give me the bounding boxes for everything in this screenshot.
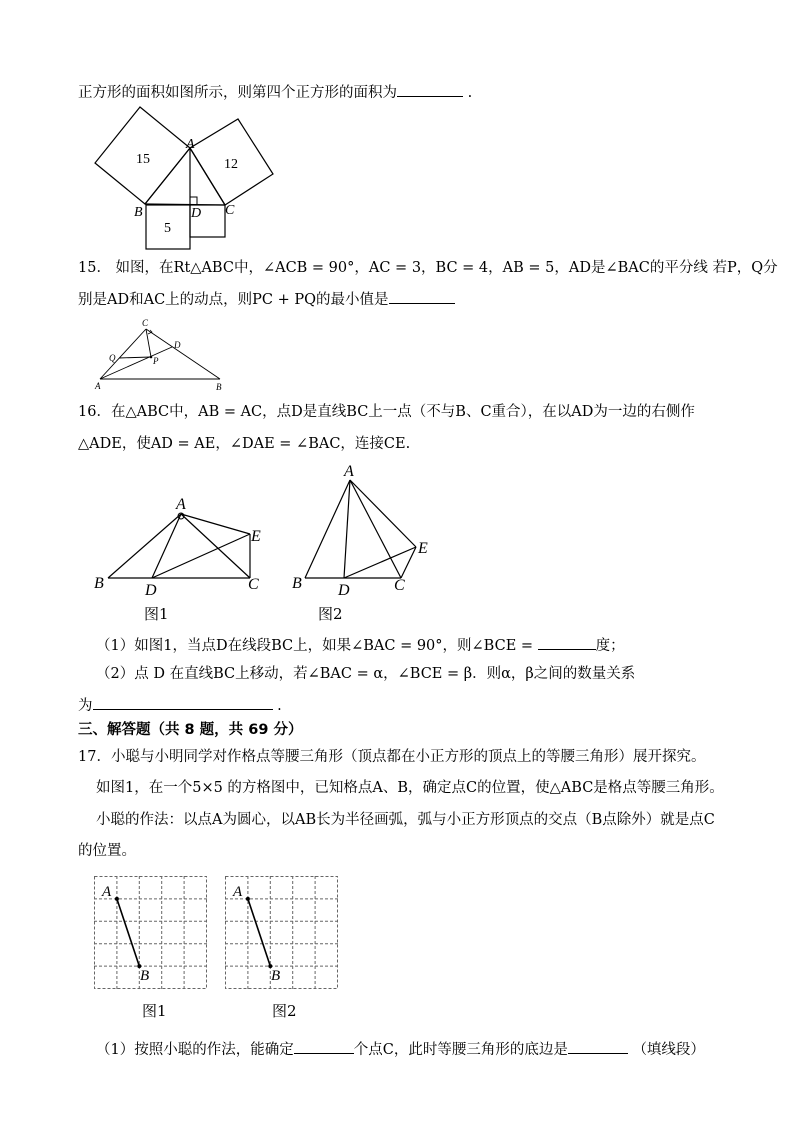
svg-text:B: B: [140, 968, 150, 984]
svg-text:B: B: [216, 382, 222, 392]
q16-figure1: [92, 490, 272, 599]
svg-text:C: C: [142, 318, 149, 328]
q14-line: 正方形的面积如图所示，则第四个正方形的面积为 .: [78, 82, 472, 103]
q17-fig2-caption: 图2: [272, 1002, 297, 1020]
svg-text:D: D: [145, 582, 157, 599]
svg-text:D: D: [174, 340, 181, 350]
svg-text:B: B: [292, 575, 302, 592]
svg-text:A: A: [95, 381, 101, 391]
q16-figure2: [288, 460, 438, 599]
answer-blank[interactable]: [389, 289, 455, 304]
q16-sub1: （1）如图1，当点D在线段BC上，如果∠BAC = 90°，则∠BCE = 度；: [96, 635, 625, 656]
q15-line2: 别是AD和AC上的动点，则PC + PQ的最小值是: [78, 289, 455, 310]
q16-line2: △ADE，使AD = AE，∠DAE = ∠BAC，连接CE.: [78, 436, 411, 452]
svg-text:B: B: [271, 968, 281, 984]
answer-blank[interactable]: [294, 1039, 354, 1054]
q15-line1: 15． 如图，在Rt△ABC中，∠ACB = 90°，AC = 3，BC = 4，AB = 5，AD是∠BAC的平分线 若P，Q分: [78, 260, 778, 276]
label-D: D: [191, 206, 202, 221]
label-B: B: [134, 205, 143, 220]
answer-blank[interactable]: [397, 82, 463, 97]
q17-line2: 如图1，在一个5×5 的方格图中，已知格点A、B，确定点C的位置，使△ABC是格点等腰三角形。: [96, 780, 724, 796]
q17-grid-figure2: [225, 876, 339, 990]
label-A: A: [186, 137, 195, 152]
q16-sub2-answer: 为 .: [78, 695, 282, 716]
svg-text:E: E: [418, 540, 428, 557]
square-area-12: 12: [224, 157, 238, 172]
answer-blank[interactable]: [93, 695, 273, 710]
q17-line4: 的位置。: [78, 843, 136, 859]
answer-blank[interactable]: [568, 1039, 628, 1054]
q17-line1: 17．小聪与小明同学对作格点等腰三角形（顶点都在小正方形的顶点上的等腰三角形）展开探究。: [78, 749, 706, 765]
svg-text:A: A: [176, 496, 186, 513]
q15-figure: [92, 318, 232, 394]
svg-text:P: P: [153, 356, 159, 366]
q16-fig1-caption: 图1: [144, 605, 169, 623]
q14-figure: [92, 104, 282, 252]
svg-text:Q: Q: [109, 353, 116, 363]
q16-sub2: （2）点 D 在直线BC上移动，若∠BAC = α，∠BCE = β．则α，β之间的数量关系: [96, 666, 636, 682]
svg-text:A: A: [102, 884, 112, 900]
svg-text:E: E: [251, 528, 261, 545]
svg-text:A: A: [233, 884, 243, 900]
square-area-5: 5: [164, 221, 171, 236]
svg-text:D: D: [338, 582, 350, 599]
square-area-15: 15: [136, 152, 150, 167]
svg-text:C: C: [248, 576, 259, 593]
svg-text:B: B: [94, 575, 104, 592]
q17-grid-figure1: [94, 876, 208, 990]
q17-line3: 小聪的作法：以点A为圆心，以AB长为半径画弧，弧与小正方形顶点的交点（B点除外）就是点C: [96, 812, 715, 828]
q17-sub1: （1）按照小聪的作法，能确定 个点C，此时等腰三角形的底边是 （填线段）: [96, 1039, 705, 1060]
section-heading: 三、解答题（共 8 题，共 69 分）: [78, 722, 303, 738]
svg-text:A: A: [344, 463, 354, 480]
answer-blank[interactable]: [538, 635, 596, 650]
q17-fig1-caption: 图1: [142, 1002, 167, 1020]
q16-fig2-caption: 图2: [318, 605, 343, 623]
label-C: C: [225, 203, 235, 218]
q16-line1: 16．在△ABC中，AB = AC，点D是直线BC上一点（不与B、C重合），在以AD为一边的右侧作: [78, 404, 695, 420]
svg-text:C: C: [394, 577, 405, 594]
